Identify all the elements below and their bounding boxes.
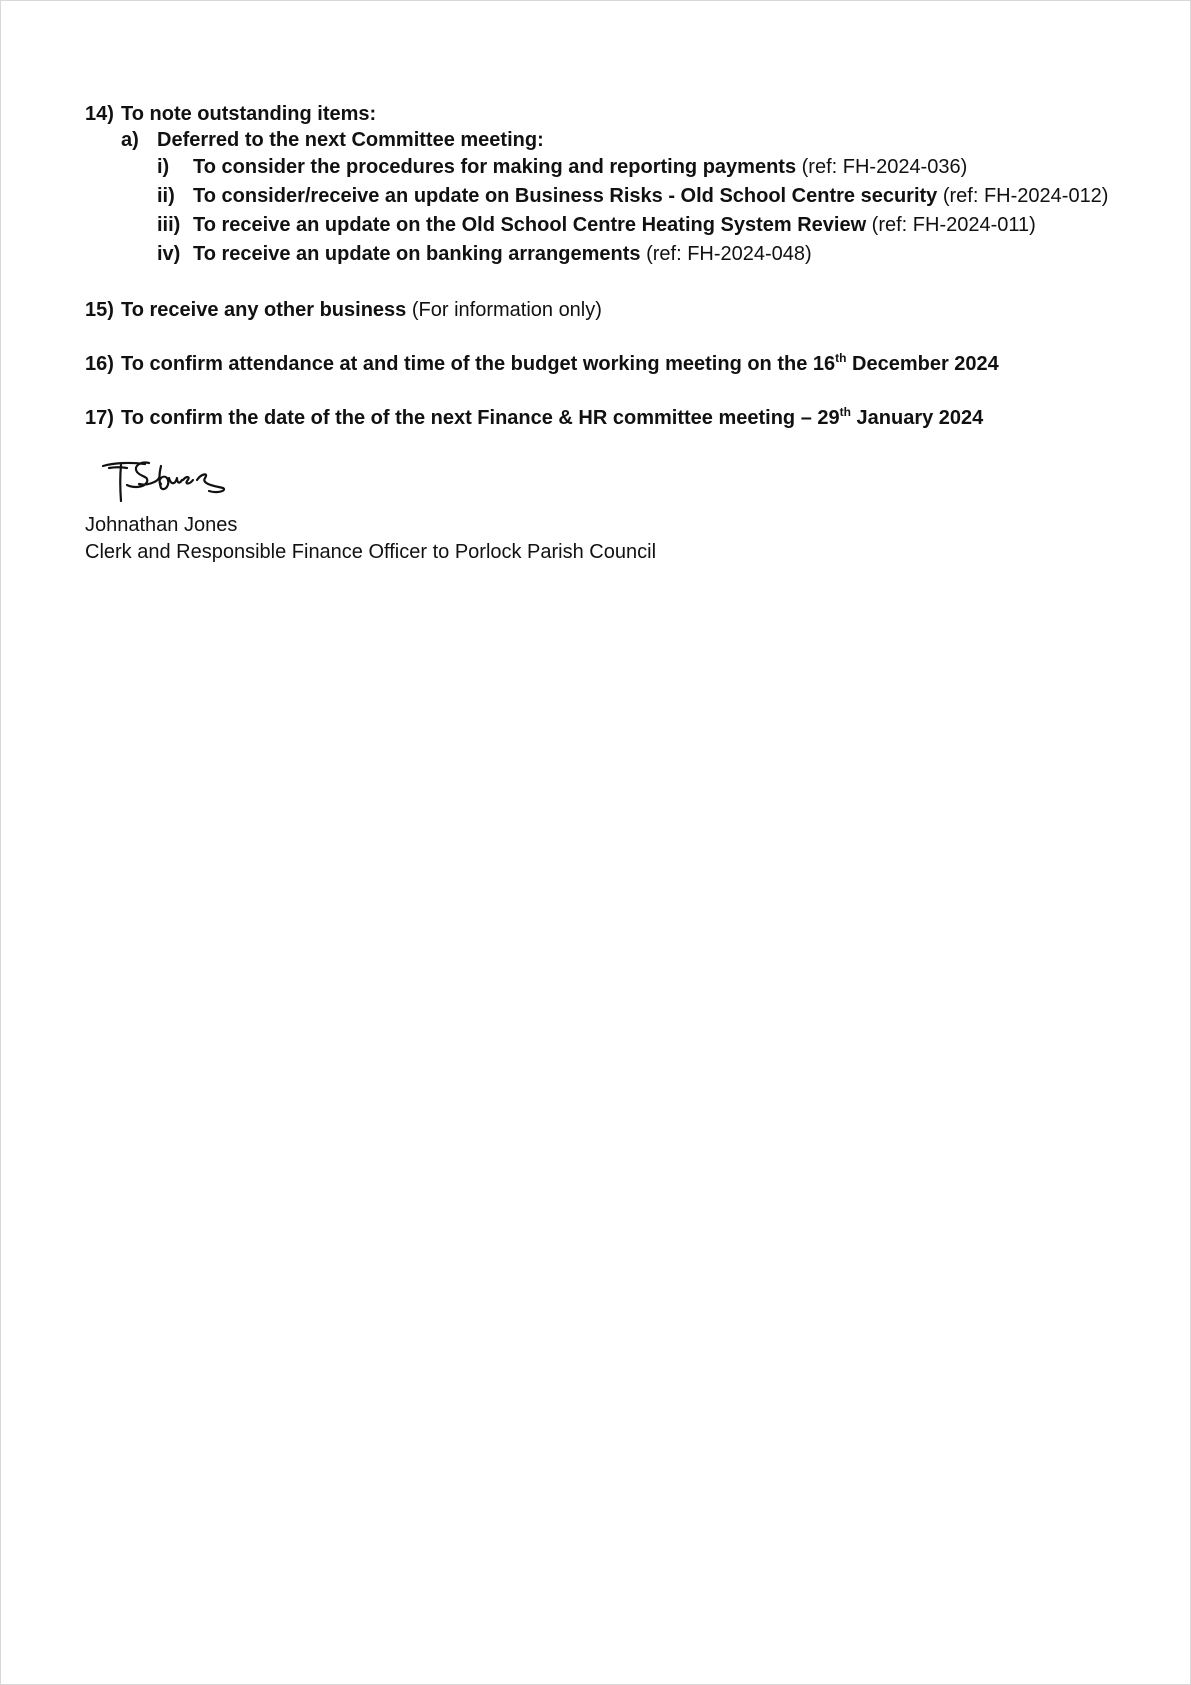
sub-item-letter: a)	[121, 129, 139, 151]
item-text-end: December 2024	[846, 353, 999, 375]
item-number: 17)	[85, 407, 114, 429]
item-text: To confirm attendance at and time of the budget working meeting on the 16	[121, 353, 836, 375]
deferred-item-title: To consider/receive an update on Business Risks - Old School Centre security	[193, 185, 938, 207]
handwritten-signature	[101, 458, 229, 504]
ordinal-suffix: th	[835, 351, 847, 365]
deferred-item-title: To receive an update on the Old School Centre Heating System Review	[193, 214, 867, 236]
deferred-item-title: To receive an update on banking arrangements	[193, 243, 641, 265]
deferred-item-ref: (ref: FH-2024-036)	[796, 156, 968, 178]
item-number: 15)	[85, 299, 114, 321]
item-note: (For information only)	[406, 299, 602, 321]
signatory-name: Johnathan Jones	[85, 514, 238, 536]
deferred-item-ref: (ref: FH-2024-012)	[937, 185, 1109, 207]
roman-numeral: i)	[157, 156, 170, 178]
deferred-item-ref: (ref: FH-2024-048)	[640, 243, 812, 265]
item-title: To receive any other business	[121, 299, 407, 321]
sub-item-title: Deferred to the next Committee meeting:	[157, 129, 544, 151]
deferred-item-ref: (ref: FH-2024-011)	[866, 214, 1036, 236]
signatory-role: Clerk and Responsible Finance Officer to Porlock Parish Council	[85, 541, 657, 563]
item-text: To confirm the date of the of the next Finance & HR committee meeting – 29	[121, 407, 840, 429]
item-title: To note outstanding items:	[121, 103, 377, 125]
deferred-item-title: To consider the procedures for making and reporting payments	[193, 156, 797, 178]
item-number: 16)	[85, 353, 114, 375]
roman-numeral: iv)	[157, 243, 181, 265]
item-number: 14)	[85, 103, 114, 125]
roman-numeral: ii)	[157, 185, 175, 207]
ordinal-suffix: th	[839, 405, 851, 419]
roman-numeral: iii)	[157, 214, 181, 236]
item-text-end: January 2024	[850, 407, 984, 429]
